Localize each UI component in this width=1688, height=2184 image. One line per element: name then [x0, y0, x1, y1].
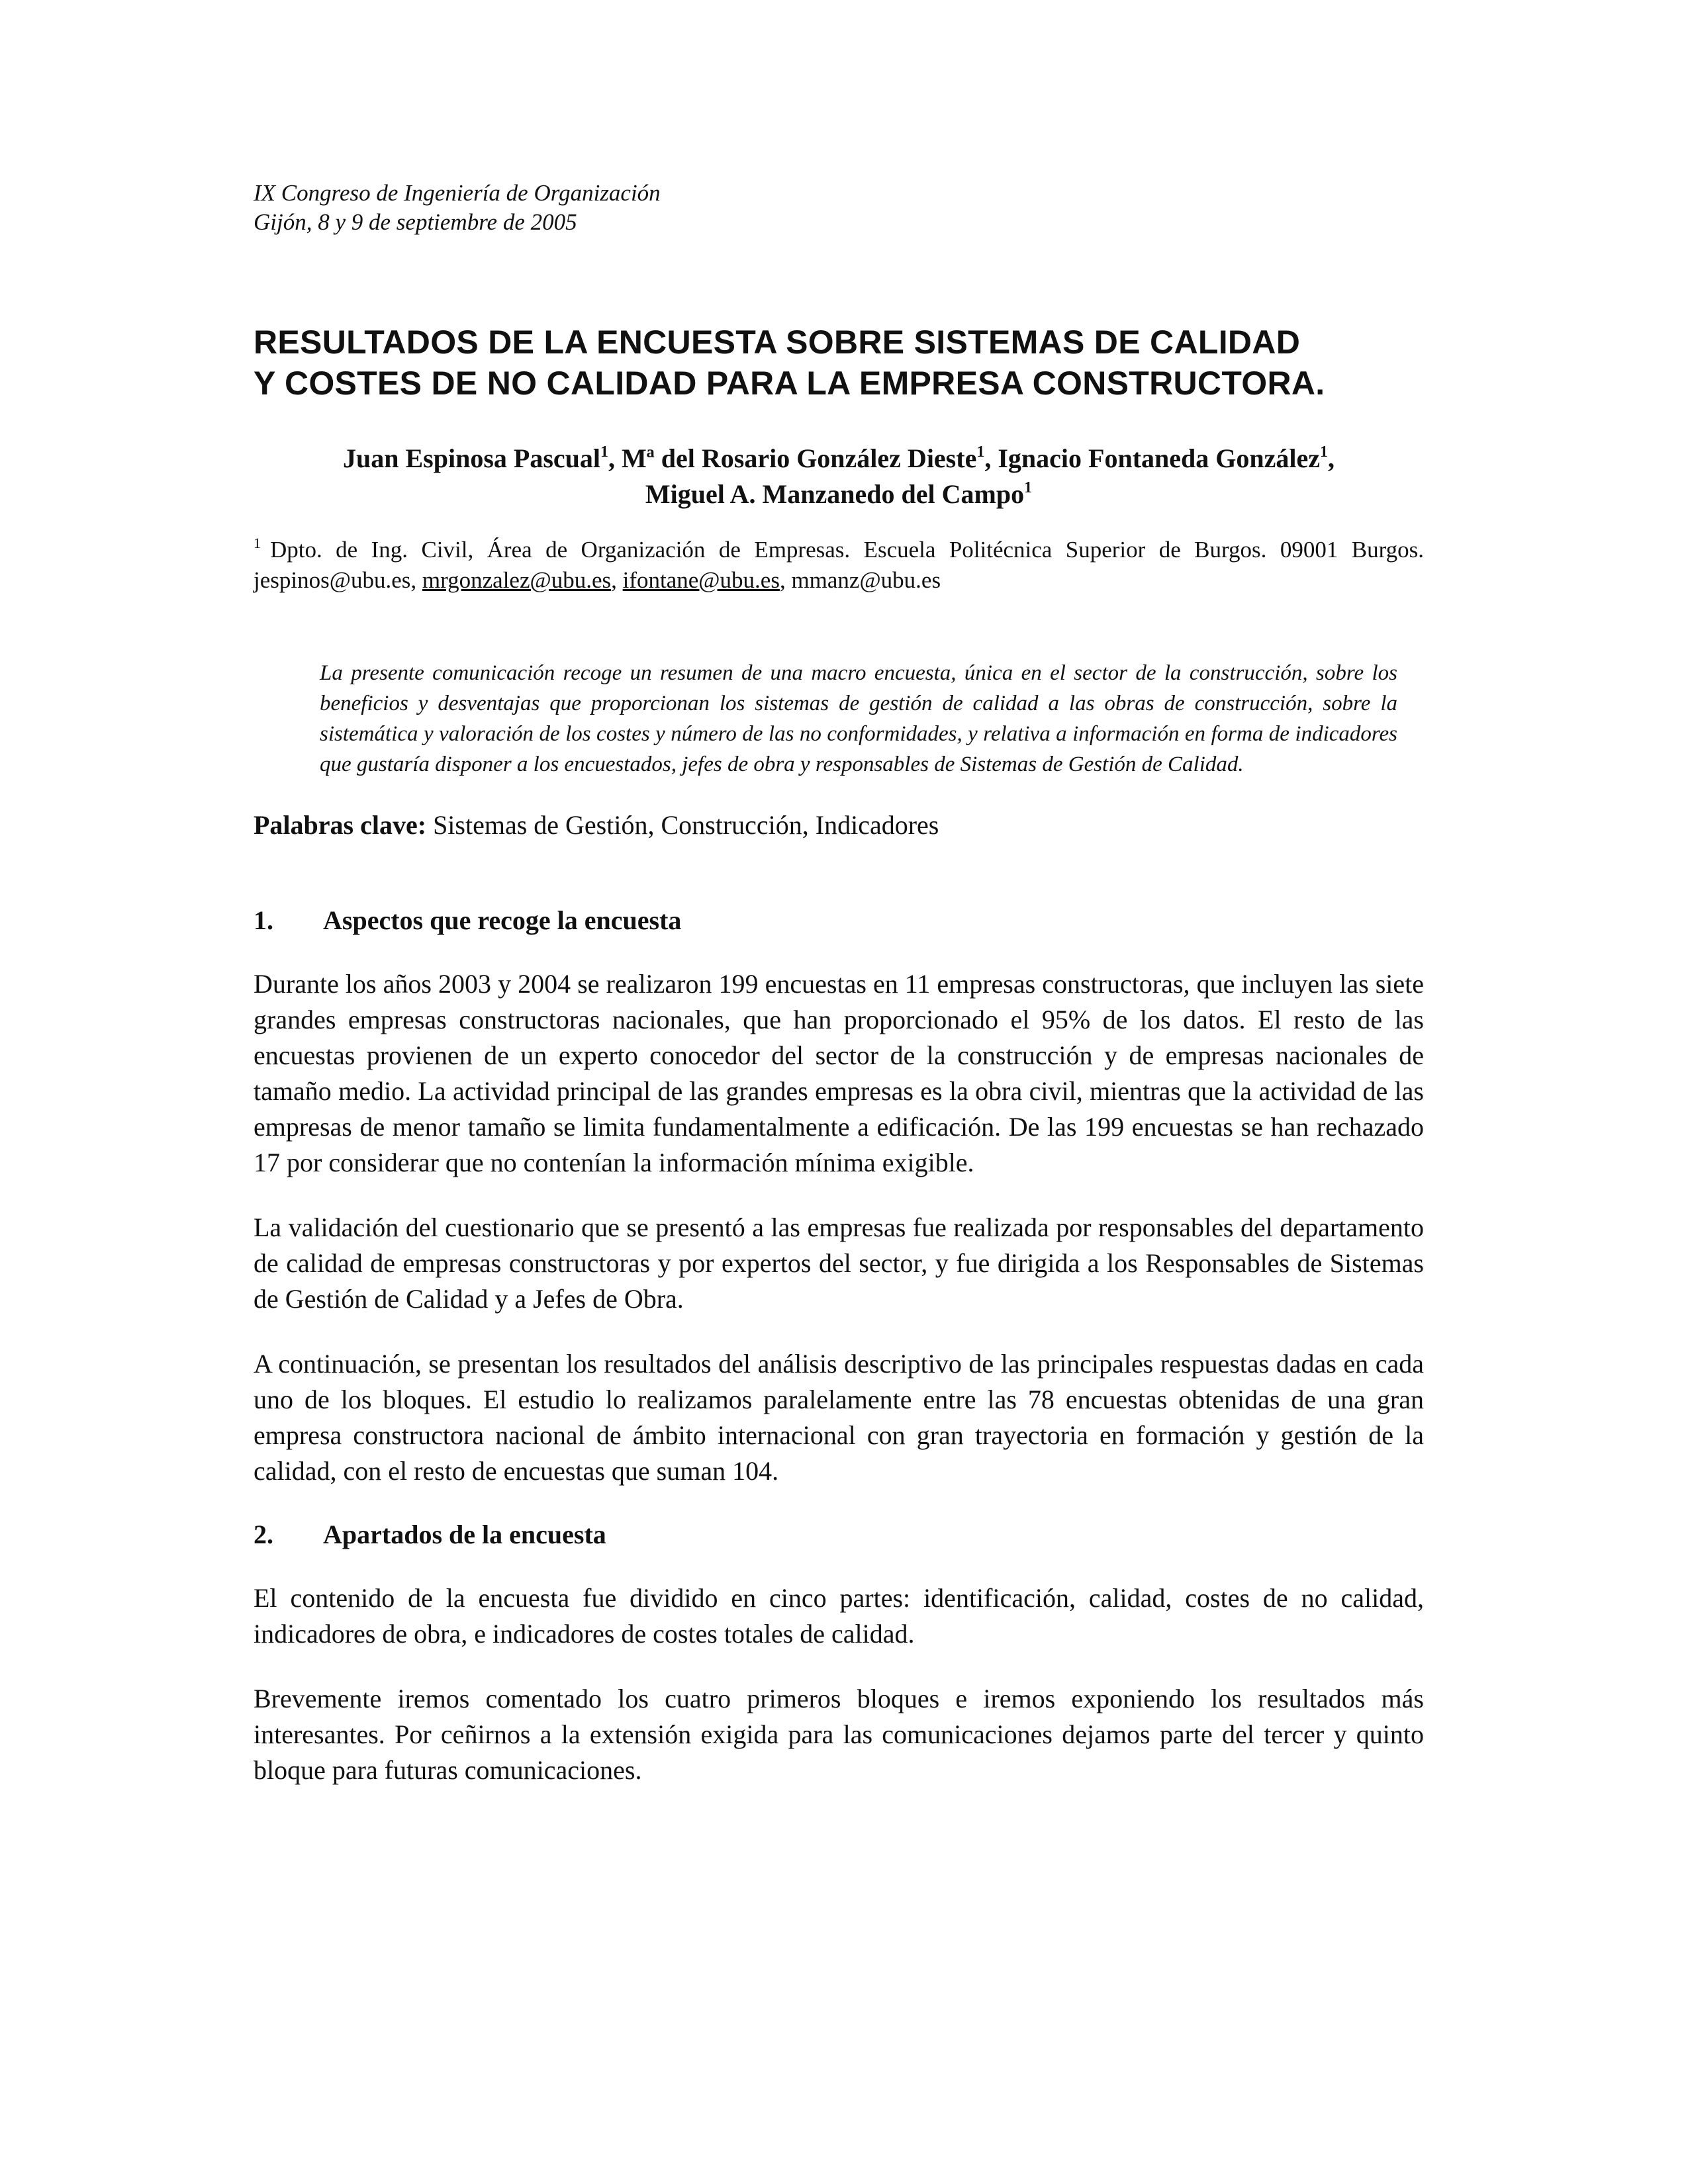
affiliation-mark: 1: [1024, 479, 1033, 496]
body-paragraph: La validación del cuestionario que se presentó a las empresas fue realizada por responsables del departamento de calidad de empresas constructoras y por expertos del sector, y fue dirigida a los Responsables de Sistemas de Gestión de Calidad y a Jefes de Obra.: [254, 1212, 1424, 1314]
author-3: Ignacio Fontaneda González: [998, 443, 1320, 473]
author-2: Mª del Rosario González Dieste: [622, 443, 977, 473]
conference-name: IX Congreso de Ingeniería de Organización: [254, 180, 661, 206]
body-paragraph: El contenido de la encuesta fue dividido en cinco partes: identificación, calidad, costes de no calidad, indicadores de obra, e indicadores de costes totales de calidad.: [254, 1583, 1424, 1649]
section-title: Apartados de la encuesta: [323, 1520, 606, 1549]
conference-header: [254, 179, 1424, 237]
section-title: Aspectos que recoge la encuesta: [323, 905, 682, 935]
author-4: Miguel A. Manzanedo del Campo: [645, 479, 1025, 509]
keywords-label: Palabras clave:: [254, 810, 427, 840]
affiliation-text: Dpto. de Ing. Civil, Área de Organización de Empresas. Escuela Politécnica Superior de Burgos. 09001 Burgos. jespinos@ubu.es,: [254, 537, 1424, 593]
affiliation-mark: 1: [1320, 443, 1328, 461]
title-line-2: Y COSTES DE NO CALIDAD PARA LA EMPRESA CONSTRUCTORA.: [254, 365, 1325, 402]
author-1: Juan Espinosa Pascual: [342, 443, 601, 473]
keywords-value: Sistemas de Gestión, Construcción, Indicadores: [426, 810, 939, 840]
section-heading-1: [254, 904, 1424, 937]
affiliation-mark: 1: [600, 443, 609, 461]
affiliation: [254, 535, 1424, 596]
section-heading-2: [254, 1518, 1424, 1551]
email-link-ifontane[interactable]: ifontane@ubu.es: [622, 567, 780, 593]
affiliation-mark: 1: [976, 443, 985, 461]
paper-title: [254, 322, 1424, 404]
section-number: 2.: [254, 1520, 273, 1549]
affiliation-number: 1: [254, 535, 261, 551]
keywords: [254, 809, 1424, 842]
conference-location-date: Gijón, 8 y 9 de septiembre de 2005: [254, 209, 577, 235]
abstract: La presente comunicación recoge un resumen de una macro encuesta, única en el sector de la construcción, sobre los beneficios y desventajas que proporcionan los sistemas de gestión de calidad a las obras de construcción, sobre la sistemática y valoración de los costes y número de las no conformidades, y relativa a información en forma de indicadores que gustaría disponer a los encuestados, jefes de obra y responsables de Sistemas de Gestión de Calidad.: [320, 661, 1397, 776]
author-list: [254, 441, 1424, 512]
author-separator: ,: [984, 443, 998, 473]
title-line-1: RESULTADOS DE LA ENCUESTA SOBRE SISTEMAS DE CALIDAD: [254, 324, 1301, 361]
section-number: 1.: [254, 905, 273, 935]
affiliation-tail: , mmanz@ubu.es: [779, 567, 941, 593]
author-separator: ,: [608, 443, 622, 473]
body-paragraph: A continuación, se presentan los resultados del análisis descriptivo de las principales respuestas dadas en cada uno de los bloques. El estudio lo realizamos paralelamente entre las 78 encuestas obtenidas de una gran empresa constructora nacional de ámbito internacional con gran trayectoria en formación y gestión de la calidad, con el resto de encuestas que suman 104.: [254, 1349, 1424, 1486]
author-separator: ,: [1328, 443, 1335, 473]
body-paragraph: Durante los años 2003 y 2004 se realizaron 199 encuestas en 11 empresas constructoras, que incluyen las siete grandes empresas constructoras nacionales, que han proporcionado el 95% de los datos. El resto de las encuestas provienen de un experto conocedor del sector de la construcción y de empresas nacionales de tamaño medio. La actividad principal de las grandes empresas es la obra civil, mientras que la actividad de las empresas de menor tamaño se limita fundamentalmente a edificación. De las 199 encuestas se han rechazado 17 por considerar que no contenían la información mínima exigible.: [254, 969, 1424, 1177]
email-link-mrgonzalez[interactable]: mrgonzalez@ubu.es: [422, 567, 612, 593]
body-paragraph: Brevemente iremos comentado los cuatro primeros bloques e iremos exponiendo los resultados más interesantes. Por ceñirnos a la extensión exigida para las comunicaciones dejamos parte del tercer y quinto bloque para futuras comunicaciones.: [254, 1684, 1424, 1785]
email-separator: ,: [611, 567, 623, 593]
page-content: [254, 179, 1424, 1788]
